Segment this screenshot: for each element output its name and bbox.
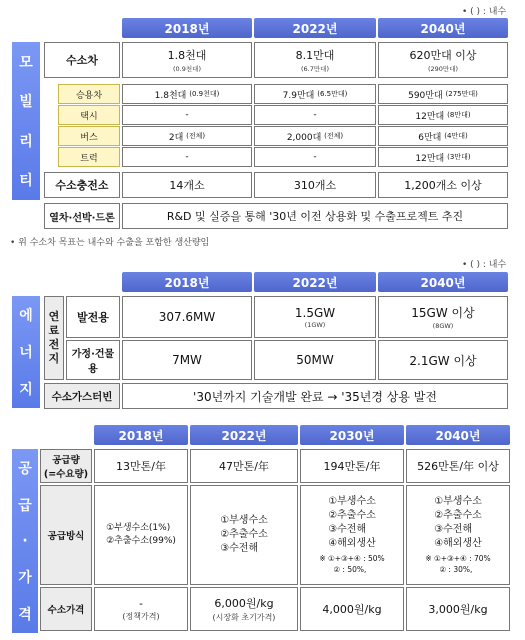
side-char: · [22,532,28,549]
method-item: ①부생수소(1%) [106,523,171,533]
amount-2022: 47만톤/年 [190,449,298,483]
domestic-value: (전체) [186,132,206,140]
amount-2030: 194만톤/年 [300,449,404,483]
year-header-2040: 2040년 [378,272,508,292]
side-char: 모 [19,54,33,71]
year-header-2018: 2018년 [122,272,252,292]
taxi-2022: - [254,105,376,125]
value: 6,000원/kg [214,597,274,610]
label-line: (=수요량) [43,469,89,480]
mobility-side-label [12,42,40,200]
unit-note: • ( ) : 내수 [462,260,507,270]
charging-station-label: 수소충전소 [44,172,120,198]
domestic-value: (290만대) [427,65,459,73]
taxi-2040 [378,105,508,125]
value: 590만대 [408,90,443,101]
supply-side-label [12,449,38,633]
method-item: ③수전해 [328,524,367,535]
method-item: ②추출수소 [220,529,268,540]
method-2030 [300,485,404,585]
method-item: ②추출수소 [434,510,482,521]
bus-2040 [378,126,508,146]
passenger-2018 [122,84,252,104]
sub-label-truck: 트럭 [58,147,120,167]
bus-2018 [122,126,252,146]
sub-label-passenger: 승용차 [58,84,120,104]
energy-side-label [12,296,40,408]
side-char: 가 [18,569,32,586]
value: 8.1만대 [295,49,335,62]
home-2018: 7MW [122,340,252,380]
mobility-footnote: • 위 수소차 목표는 내수와 수출을 포함한 생산량임 [10,238,210,248]
side-char: 급 [18,498,32,515]
side-char: 에 [19,307,33,324]
value: 1.5GW [294,305,336,320]
value: 7.9만대 [282,90,315,101]
method-item: ④해외생산 [434,538,482,549]
label-char: 전 [48,338,60,351]
train-ship-drone-label: 열차·선박·드론 [44,203,120,229]
year-header-2022: 2022년 [254,18,376,38]
method-2022 [190,485,298,585]
hydrogen-turbine-plan: '30년까지 기술개발 완료 → '35년경 상용 발전 [122,383,508,409]
hydrogen-turbine-label: 수소가스터빈 [44,383,120,409]
home-2040: 2.1GW 이상 [378,340,508,380]
fuel-cell-label [44,296,64,380]
value: 1.8천대 [154,90,187,101]
value: 12만대 [415,153,445,164]
domestic-value: (1GW) [304,320,326,329]
method-item: ④해외생산 [328,538,376,549]
value: 12만대 [415,111,445,122]
method-2040 [406,485,510,585]
method-item: ③수전해 [434,524,473,535]
method-item: ①부생수소 [220,515,268,526]
side-char: 빌 [19,94,33,111]
ratio-note: ② : 30%, [439,565,473,574]
hydrogen-car-label: 수소차 [44,42,120,78]
label-line: 공급량 [52,455,80,466]
year-header-2040: 2040년 [378,18,508,38]
side-char: 리 [19,133,33,150]
hydrogen-car-2040 [378,42,508,78]
charging-2018: 14개소 [122,172,252,198]
year-header-2022: 2022년 [254,272,376,292]
home-building-label: 가정·건물용 [66,340,120,380]
truck-2018: - [122,147,252,167]
power-2040 [378,296,508,338]
amount-2018: 13만톤/年 [94,449,188,483]
domestic-value: (275만대) [445,90,478,98]
domestic-value: (0.9천대) [173,65,201,73]
method-item: ③수전해 [220,543,259,554]
power-2022 [254,296,376,338]
label-char: 연 [48,310,60,323]
home-2022: 50MW [254,340,376,380]
hydrogen-car-2018 [122,42,252,78]
method-item: ②추출수소(99%) [106,536,176,546]
passenger-2022 [254,84,376,104]
charging-2040: 1,200개소 이상 [378,172,508,198]
side-char: 너 [19,344,33,361]
unit-note: • ( ) : 내수 [462,7,507,17]
domestic-value: (8만대) [447,111,471,119]
side-char: 지 [19,382,33,399]
domestic-value: (3만대) [447,153,471,161]
truck-2022: - [254,147,376,167]
label-char: 지 [48,352,60,365]
sub-label-taxi: 택시 [58,105,120,125]
price-2040: 3,000원/kg [406,587,510,631]
year-header-2018: 2018년 [94,425,188,445]
year-header-2022: 2022년 [190,425,298,445]
domestic-value: (6.7만대) [301,65,329,73]
truck-2040 [378,147,508,167]
method-item: ②추출수소 [328,510,376,521]
price-2030: 4,000원/kg [300,587,404,631]
side-char: 공 [18,460,32,477]
value: 2,000대 [286,132,322,143]
value: - [139,596,143,610]
method-item: ①부생수소 [328,496,376,507]
price-note: (정책가격) [122,611,160,621]
amount-2040: 526만톤/年 이상 [406,449,510,483]
domestic-value: (0.9천대) [189,90,220,98]
method-item: ①부생수소 [434,496,482,507]
vehicle-sub-rows [44,84,508,168]
price-2018 [94,587,188,631]
year-header-2040: 2040년 [406,425,510,445]
value: 620만대 이상 [409,49,477,62]
label-char: 료 [48,324,60,337]
value: 6만대 [418,132,442,143]
taxi-2018: - [122,105,252,125]
power-2018: 307.6MW [122,296,252,338]
value: 15GW 이상 [411,306,475,320]
domestic-value: (8GW) [432,322,454,330]
ratio-note: ② : 50%, [333,565,367,574]
hydrogen-car-2022 [254,42,376,78]
price-note: (시장화 초기가격) [212,613,276,622]
year-header-2018: 2018년 [122,18,252,38]
passenger-2040 [378,84,508,104]
price-2022 [190,587,298,631]
year-header-2030: 2030년 [300,425,404,445]
domestic-value: (4만대) [444,132,468,140]
domestic-value: (6.5만대) [317,90,348,98]
supply-amount-label [40,449,92,483]
ratio-note: ※ ①+③+④ : 70% [425,554,491,563]
hydrogen-price-label: 수소가격 [40,587,92,631]
charging-2022: 310개소 [254,172,376,198]
supply-method-label: 공급방식 [40,485,92,585]
ratio-note: ※ ①+③+④ : 50% [319,554,385,563]
bus-2022 [254,126,376,146]
sub-label-bus: 버스 [58,126,120,146]
power-generation-label: 발전용 [66,296,120,338]
train-ship-drone-plan: R&D 및 실증을 통해 '30년 이전 상용화 및 수출프로젝트 추진 [122,203,508,229]
value: 1.8천대 [167,49,207,62]
side-char: 티 [19,173,33,190]
value: 2대 [168,132,184,143]
method-2018 [94,485,188,585]
domestic-value: (전체) [324,132,344,140]
side-char: 격 [18,607,32,624]
